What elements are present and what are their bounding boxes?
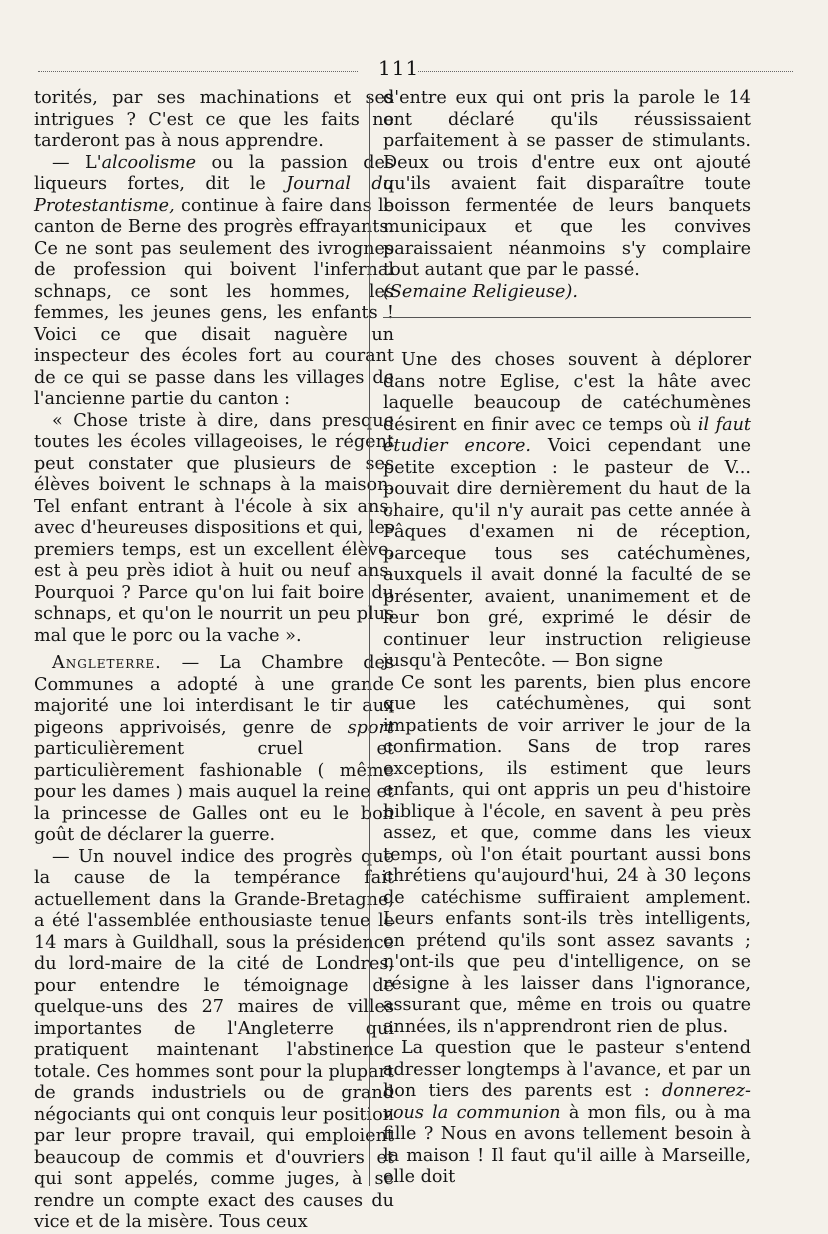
text-run: à mon fils, ou à ma fille ? Nous en avons tellement besoin à la maison ! Il faut qu'il aille à Marseille, elle doit	[383, 1102, 751, 1187]
paragraph-alcoolisme	[34, 153, 394, 411]
section-rule	[383, 317, 751, 318]
paragraph-catechumenes	[383, 350, 751, 673]
text-run: — L'	[52, 152, 102, 173]
emphasis-communion: donnerez-vous la communion	[383, 1081, 751, 1123]
paragraph-temperance: — Un nouvel indice des progrès que la cause de la tempérance fait actuellement dans la Grande-Bretagne, a été l'assemblée enthousiaste tenue le 14 mars à Guildhall, sous la présidence du lord-maire de la cité de Londres, pour entendre le témoignage de quelque-uns des 27 maires de villes importantes de l'Angleterre qui pratiquent maintenant l'abstinence totale. Ces hommes sont pour la plupart de grands industriels ou de grand négociants qui ont conquis leur position par leur propre travail, qui emploient beaucoup de commis et d'ouvriers et qui sont appelés, comme juges, à se rendre un compte exact des causes du vice et de la misère. Tous ceux	[34, 846, 394, 1232]
paragraph-parents: Ce sont les parents, bien plus encore que les catéchumènes, qui sont impatients de voir arriver le jour de la confirmation. Sans de trop rares exceptions, ils estiment que leurs enfants, qui ont appris un peu d'histoire biblique à l'école, en savent à peu près assez, et que, comme dans les vieux temps, où l'on était pourtant aussi bons chrétiens qu'aujourd'hui, 24 à 30 leçons de catéchisme suffiraient amplement. Leurs enfants sont-ils très intelligents, on prétend qu'ils sont assez savants ; n'ont-ils que peu d'intelligence, on se résigne à les laisser dans l'ignorance, assurant que, même en trois ou quatre années, ils n'apprendront rien de plus.	[383, 672, 751, 1037]
right-column	[383, 88, 751, 1189]
text-run: — La Chambre des Communes a adopté à une grande majorité une loi interdisant le tir aux pigeons apprivoisés, genre de	[34, 653, 394, 738]
spacer	[383, 328, 751, 350]
paragraph-quote-inspecteur: « Chose triste à dire, dans presque toutes les écoles villageoises, le régent peut constater que plusieurs de ses élèves boivent le schnaps à la maison. Tel enfant entrant à l'école à six ans, avec d'heureuses dispositions et qui, les premiers temps, est un excellent élève, est à peu près idiot à huit ou neuf ans. Pourquoi ? Parce qu'on lui fait boire du schnaps, et qu'on le nourrit un peu plus mal que le porc ou la vache ».	[34, 410, 394, 646]
header-rule-left	[38, 71, 358, 72]
text-run: Voici cependant une petite exception : le pasteur de V... pouvait dire dernièrement du haut de la chaire, qu'il n'y aurait pas cette année à Pâques d'examen ni de réception, parceque tous ses catéchumènes, auxquels il avait donné la faculté de se présenter, avaient, unanimement et de leur bon gré, exprimé le désir de continuer leur instruction religieuse jusqu'à Pentecôte. — Bon signe	[383, 436, 751, 671]
left-column	[34, 88, 394, 1234]
emphasis-sport: sport	[347, 717, 394, 738]
paragraph-continuation: torités, par ses machinations et ses intrigues ? C'est ce que les faits ne tarderont pas à nous apprendre.	[34, 88, 394, 151]
page-number: 111	[378, 56, 420, 80]
emphasis-etudier: il faut étudier encore.	[383, 414, 751, 456]
section-heading-angleterre: Angleterre.	[52, 653, 162, 673]
column-divider	[369, 96, 370, 1186]
header-rule-right	[418, 71, 793, 72]
text-run: ou la passion des liqueurs fortes, dit le	[34, 152, 394, 194]
text-run: continue à faire dans le canton de Berne des progrès effrayants. Ce ne sont pas seulement des ivrognes de profession qui boivent l'infernal schnaps, ce sont les hommes, les femmes, les jeunes gens, les enfants ! Voici ce que disait naguère un inspecteur des écoles fort au courant de ce qui se passe dans les villages de l'ancienne partie du canton :	[34, 195, 394, 409]
text-run: particulièrement cruel et particulièrement fashionable ( même pour les dames ) mais auquel la reine et la princesse de Galles ont eu le bon goût de déclarer la guerre.	[34, 739, 394, 845]
paragraph-question	[383, 1038, 751, 1189]
signature-text: (Semaine Religieuse).	[383, 281, 578, 302]
text-run: La question que le pasteur s'entend adresser longtemps à l'avance, et par un bon tiers des parents est :	[383, 1038, 751, 1101]
paragraph-continuation-right: d'entre eux qui ont pris la parole le 14 ont déclaré qu'ils réussissaient parfaitement à se passer de stimulants. Deux ou trois d'entre eux ont ajouté qu'ils avaient fait disparaître toute boisson fermentée de leurs banquets municipaux et que les convives paraissaient néanmoins s'y complaire tout autant que par le passé.	[383, 88, 751, 280]
journal-title: Journal du Protestantisme,	[34, 174, 394, 216]
emphasis-alcoolisme: alcoolisme	[101, 152, 197, 173]
source-signature	[383, 282, 751, 304]
text-run: Une des choses souvent à déplorer dans notre Eglise, c'est la hâte avec laquelle beaucoup de catéchumènes désirent en finir avec ce temps où	[383, 350, 751, 435]
paragraph-angleterre	[34, 653, 394, 847]
page-header	[38, 56, 793, 78]
